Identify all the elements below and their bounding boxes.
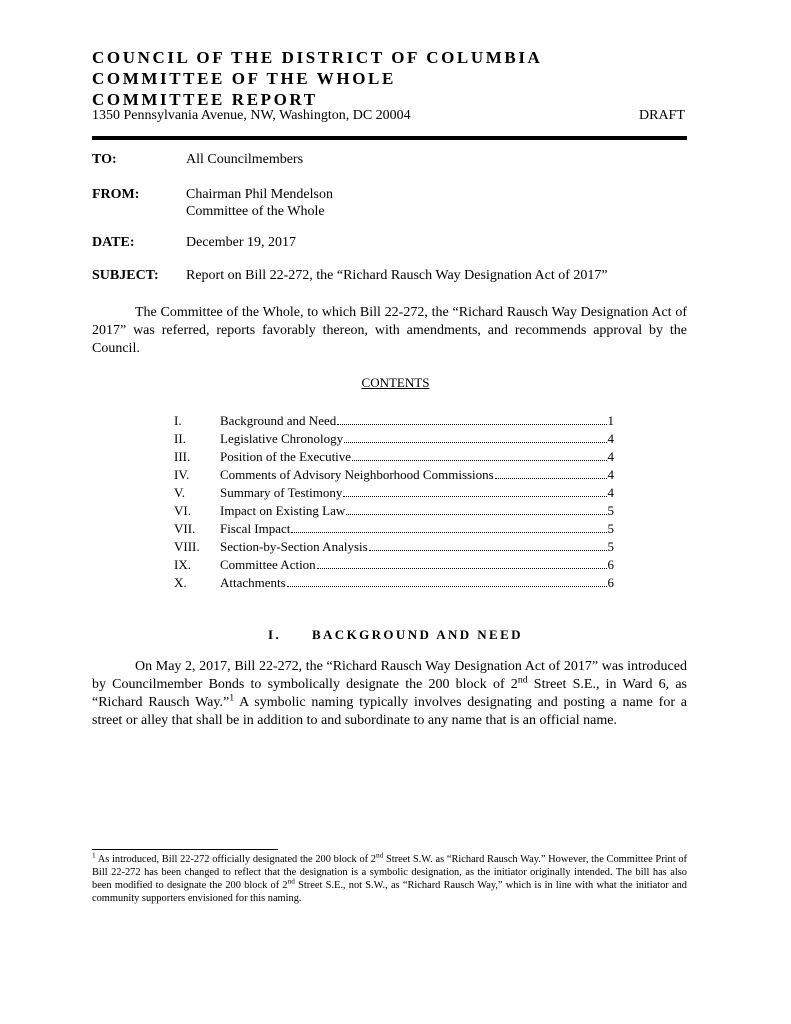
toc-page: 6 xyxy=(607,575,614,590)
background-text: On May 2, 2017, Bill 22-272, the “Richard Rausch Way Designation Act of 2017” was introduced by Councilmember Bonds to symbolically designate the 200 block of 2 xyxy=(92,659,687,692)
header-divider xyxy=(92,136,687,140)
ordinal-suffix: nd xyxy=(287,877,295,886)
toc-number: I. xyxy=(174,413,182,428)
ordinal-suffix: nd xyxy=(376,851,384,860)
toc-leader xyxy=(317,568,607,569)
ordinal-suffix: nd xyxy=(517,674,528,686)
report-title: COMMITTEE REPORT xyxy=(92,90,318,109)
date-value: December 19, 2017 xyxy=(186,235,297,250)
toc-page: 4 xyxy=(607,449,614,464)
subject-value: Report on Bill 22-272, the “Richard Rausch Way Designation Act of 2017” xyxy=(186,268,608,283)
toc-page: 5 xyxy=(607,521,614,536)
toc-number: III. xyxy=(174,449,191,464)
toc-leader xyxy=(369,550,607,551)
toc-number: II. xyxy=(174,431,186,446)
toc-title: Summary of Testimony xyxy=(220,485,343,500)
contents-heading: CONTENTS xyxy=(361,375,430,390)
footnote-text: Street S.W. as “Richard Rausch Way.” However, the Committee Print of Bill 22-272 has been changed to reflect that the designation is a symbolic designation, as the initiator originally intended. The bill has also been modified to designate the 200 block of 2 xyxy=(92,854,688,891)
toc-number: IX. xyxy=(174,557,191,572)
toc-title: Committee Action xyxy=(220,557,316,572)
address: 1350 Pennsylvania Avenue, NW, Washington, DC 20004 xyxy=(92,108,411,123)
background-text: A symbolic naming typically involves designating and posting a name for a street or alley that shall be in addition to and subordinate to any name that is an official name. xyxy=(92,695,688,728)
footnote-text: As introduced, Bill 22-272 officially designated the 200 block of 2 xyxy=(95,854,377,865)
draft-label: DRAFT xyxy=(639,108,685,123)
toc-title: Section-by-Section Analysis xyxy=(220,539,368,554)
council-title: COUNCIL OF THE DISTRICT OF COLUMBIA xyxy=(92,48,543,67)
toc-leader xyxy=(344,442,606,443)
toc-number: IV. xyxy=(174,467,190,482)
to-label: TO: xyxy=(92,152,117,167)
toc-leader xyxy=(337,424,606,425)
from-value-name: Chairman Phil Mendelson xyxy=(186,187,333,202)
toc-page: 5 xyxy=(607,539,614,554)
toc-page: 4 xyxy=(607,467,614,482)
toc-leader xyxy=(352,460,606,461)
toc-title: Attachments xyxy=(220,575,286,590)
toc-title: Fiscal Impact xyxy=(220,521,291,536)
toc-title: Background and Need xyxy=(220,413,337,428)
section-heading: I. BACKGROUND AND NEED xyxy=(268,627,523,642)
toc-title: Position of the Executive xyxy=(220,449,352,464)
toc-leader xyxy=(495,478,607,479)
toc-page: 6 xyxy=(607,557,614,572)
to-value: All Councilmembers xyxy=(186,152,304,167)
committee-title: COMMITTEE OF THE WHOLE xyxy=(92,69,396,88)
toc-leader xyxy=(346,514,606,515)
toc-leader xyxy=(291,532,606,533)
from-label: FROM: xyxy=(92,187,140,202)
toc-number: VI. xyxy=(174,503,191,518)
footnote-number: 1 xyxy=(92,851,96,860)
footnote-reference[interactable]: 1 xyxy=(229,692,235,704)
toc-number: VIII. xyxy=(174,539,200,554)
toc-page: 1 xyxy=(607,413,614,428)
from-value-committee: Committee of the Whole xyxy=(186,204,325,219)
toc-title: Comments of Advisory Neighborhood Commissions xyxy=(220,467,494,482)
toc-title: Legislative Chronology xyxy=(220,431,344,446)
subject-label: SUBJECT: xyxy=(92,268,159,283)
footnote-divider xyxy=(92,849,278,850)
toc-number: V. xyxy=(174,485,185,500)
background-text: Street S.E., in Ward 6, as “Richard Rausch Way.” xyxy=(92,677,687,710)
toc-page: 4 xyxy=(607,431,614,446)
toc-title: Impact on Existing Law xyxy=(220,503,346,518)
toc-number: VII. xyxy=(174,521,196,536)
toc-page: 5 xyxy=(607,503,614,518)
toc-page: 4 xyxy=(607,485,614,500)
toc-leader xyxy=(287,586,607,587)
toc-leader xyxy=(343,496,606,497)
footnote xyxy=(92,853,687,905)
date-label: DATE: xyxy=(92,235,135,250)
toc-number: X. xyxy=(174,575,187,590)
background-paragraph xyxy=(92,658,687,730)
footnote-text: Street S.E., not S.W., as “Richard Rausch Way,” which is in line with what the initiator and community supporters envisioned for this naming. xyxy=(92,880,687,904)
intro-paragraph: The Committee of the Whole, to which Bill 22-272, the “Richard Rausch Way Designation Act of 2017” was referred, reports favorably thereon, with amendments, and recommends approval by the Council. xyxy=(92,305,687,356)
